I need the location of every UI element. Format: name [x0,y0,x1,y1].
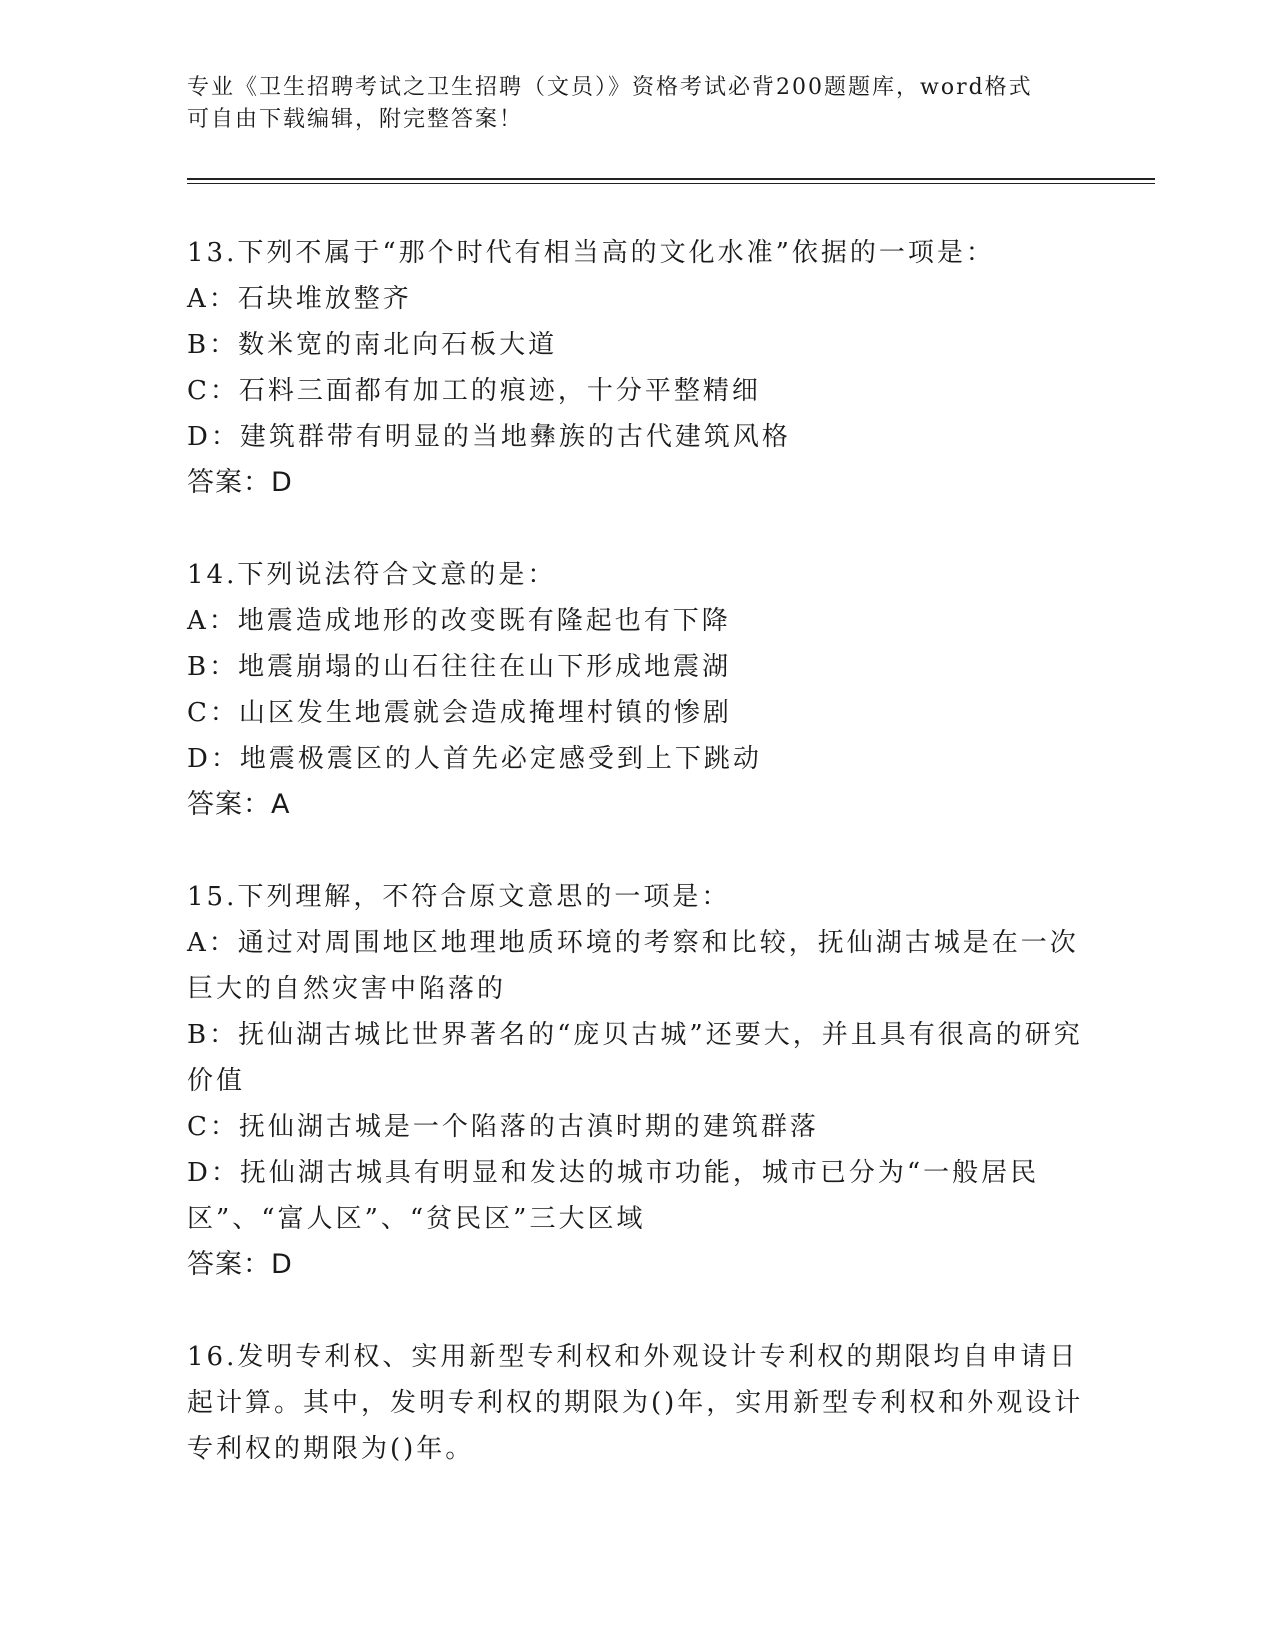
header-line-2: 可自由下载编辑，附完整答案！ [187,107,524,132]
answer-label: 答案：A [187,789,291,820]
option-c: C：抚仙湖古城是一个陷落的古滇时期的建筑群落 [187,1112,819,1142]
question-stem: 13.下列不属于“那个时代有相当高的文化水准”依据的一项是： [187,238,995,268]
option-c: C：山区发生地震就会造成掩埋村镇的惨剧 [187,698,732,728]
document-header [187,72,1087,136]
answer-label: 答案：D [187,467,293,498]
question-14 [187,552,1087,828]
question-15 [187,874,1087,1288]
header-divider-thick [187,178,1155,180]
answer-label: 答案：D [187,1249,293,1280]
option-b: B：数米宽的南北向石板大道 [187,330,558,360]
option-d: D：抚仙湖古城具有明显和发达的城市功能，城市已分为“一般居民区”、“富人区”、“贫民区”三大区域 [187,1158,1040,1234]
question-16 [187,1334,1087,1472]
header-line-1: 专业《卫生招聘考试之卫生招聘（文员）》资格考试必背200题题库，word格式 [187,75,1033,100]
option-a: A：地震造成地形的改变既有隆起也有下降 [187,606,731,636]
option-a: A：通过对周围地区地理地质环境的考察和比较，抚仙湖古城是在一次巨大的自然灾害中陷落的 [187,928,1079,1004]
option-b: B：地震崩塌的山石往往在山下形成地震湖 [187,652,732,682]
option-d: D：地震极震区的人首先必定感受到上下跳动 [187,744,762,774]
question-list [187,230,1087,1518]
question-stem: 14.下列说法符合文意的是： [187,560,557,590]
option-d: D：建筑群带有明显的当地彝族的古代建筑风格 [187,422,791,452]
option-a: A：石块堆放整齐 [187,284,412,314]
question-13 [187,230,1087,506]
question-stem: 16.发明专利权、实用新型专利权和外观设计专利权的期限均自申请日起计算。其中，发明专利权的期限为()年，实用新型专利权和外观设计专利权的期限为()年。 [187,1342,1084,1464]
option-b: B：抚仙湖古城比世界著名的“庞贝古城”还要大，并且具有很高的研究价值 [187,1020,1083,1096]
option-c: C：石料三面都有加工的痕迹，十分平整精细 [187,376,761,406]
header-divider-thin [187,183,1155,184]
question-stem: 15.下列理解，不符合原文意思的一项是： [187,882,731,912]
